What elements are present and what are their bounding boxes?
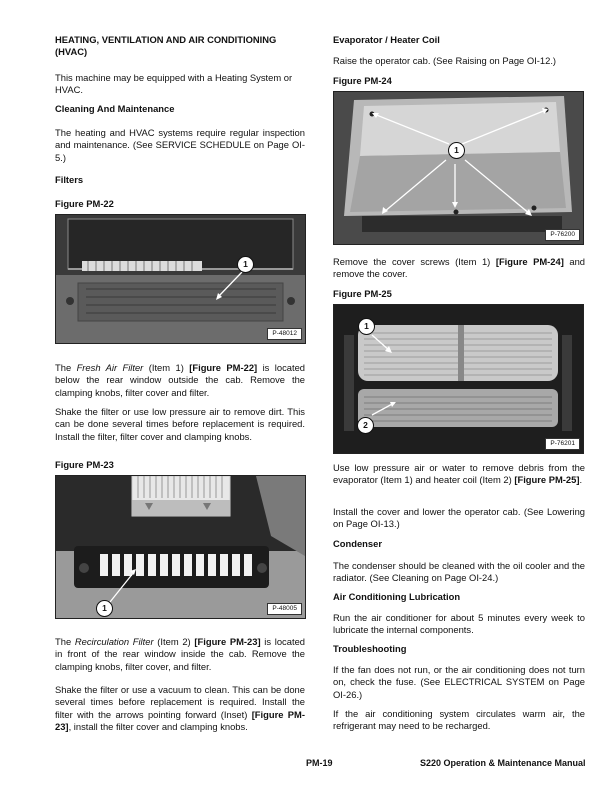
fig24-callout: 1 xyxy=(448,142,465,159)
heading-cleaning: Cleaning And Maintenance xyxy=(55,103,175,114)
fig23-callout: 1 xyxy=(96,600,113,617)
cab-cover-illustration xyxy=(334,92,583,244)
recirc-shake-paragraph: Shake the filter or use a vacuum to clean. This can be done several times before replacement is required. Install the filter with the arrows pointing forward (Inset) [Figure PM-23], install the filter cover and clamping knobs. xyxy=(55,684,305,733)
figure-pm22-photo xyxy=(55,214,306,344)
recirc-filter-paragraph: The Recirculation Filter (Item 2) [Figure PM-23] is located in front of the rear window inside the cab. Remove the clamping knobs, filter cover, and filter. xyxy=(55,636,305,672)
heading-filters: Filters xyxy=(55,174,84,185)
fig22-callout: 1 xyxy=(237,256,254,273)
heading-condenser: Condenser xyxy=(333,538,382,549)
fig22-photo-id: P-48012 xyxy=(267,328,302,340)
hvac-intro: This machine may be equipped with a Heating System or HVAC. xyxy=(55,72,293,96)
fig22-caption: Figure PM-22 xyxy=(55,198,114,209)
troubleshooting-text-1: If the fan does not run, or the air conditioning does not turn on, check the fuse. (See ELECTRICAL SYSTEM on Page OI-26.) xyxy=(333,664,585,700)
ac-lubrication-text: Run the air conditioner for about 5 minutes every week to lubricate the internal components. xyxy=(333,612,585,636)
figure-pm23-photo xyxy=(55,475,306,619)
fig25-callout-1: 1 xyxy=(358,318,375,335)
recirculation-filter-illustration xyxy=(56,476,305,618)
fresh-air-paragraph: The Fresh Air Filter (Item 1) [Figure PM-22] is located below the rear window outside the cab. Remove the clamping knobs, filter cover and filter. xyxy=(55,362,305,398)
condenser-text: The condenser should be cleaned with the oil cooler and the radiator. (See Cleaning on Page OI-24.) xyxy=(333,560,585,584)
figure-pm25-photo xyxy=(333,304,584,454)
manual-title: S220 Operation & Maintenance Manual xyxy=(420,758,586,768)
page-number: PM-19 xyxy=(306,758,333,768)
fresh-air-filter-illustration xyxy=(56,215,305,343)
fig25-photo-id: P-76201 xyxy=(545,438,580,450)
heading-ac-lubrication: Air Conditioning Lubrication xyxy=(333,591,461,602)
install-cover-text: Install the cover and lower the operator cab. (See Lowering on Page OI-13.) xyxy=(333,506,585,530)
figure-pm24-photo xyxy=(333,91,584,245)
fig25-callout-2: 2 xyxy=(357,417,374,434)
remove-cover-paragraph: Remove the cover screws (Item 1) [Figure PM-24] and remove the cover. xyxy=(333,256,586,280)
heading-hvac: HEATING, VENTILATION AND AIR CONDITIONING (HVAC) xyxy=(55,34,277,58)
heading-troubleshooting: Troubleshooting xyxy=(333,643,407,654)
shake-filter-text: Shake the filter or use low pressure air to remove dirt. This can be done several times before replacement is required. Install the filter, filter cover and clamping knobs. xyxy=(55,406,305,442)
troubleshooting-text-2: If the air conditioning system circulates warm air, the refrigerant may need to be recharged. xyxy=(333,708,585,732)
low-pressure-paragraph: Use low pressure air or water to remove debris from the evaporator (Item 1) and heater coil (Item 2) [Figure PM-25]. xyxy=(333,462,585,486)
fig24-caption: Figure PM-24 xyxy=(333,75,392,86)
fig23-photo-id: P-48005 xyxy=(267,603,302,615)
raise-cab-text: Raise the operator cab. (See Raising on Page OI-12.) xyxy=(333,55,557,66)
heading-evaporator: Evaporator / Heater Coil xyxy=(333,34,440,45)
fig25-caption: Figure PM-25 xyxy=(333,288,392,299)
cleaning-text: The heating and HVAC systems require regular inspection and maintenance. (See SERVICE SCHEDULE on Page OI-5.) xyxy=(55,127,305,163)
fig23-caption: Figure PM-23 xyxy=(55,459,114,470)
fig24-photo-id: P-76200 xyxy=(545,229,580,241)
